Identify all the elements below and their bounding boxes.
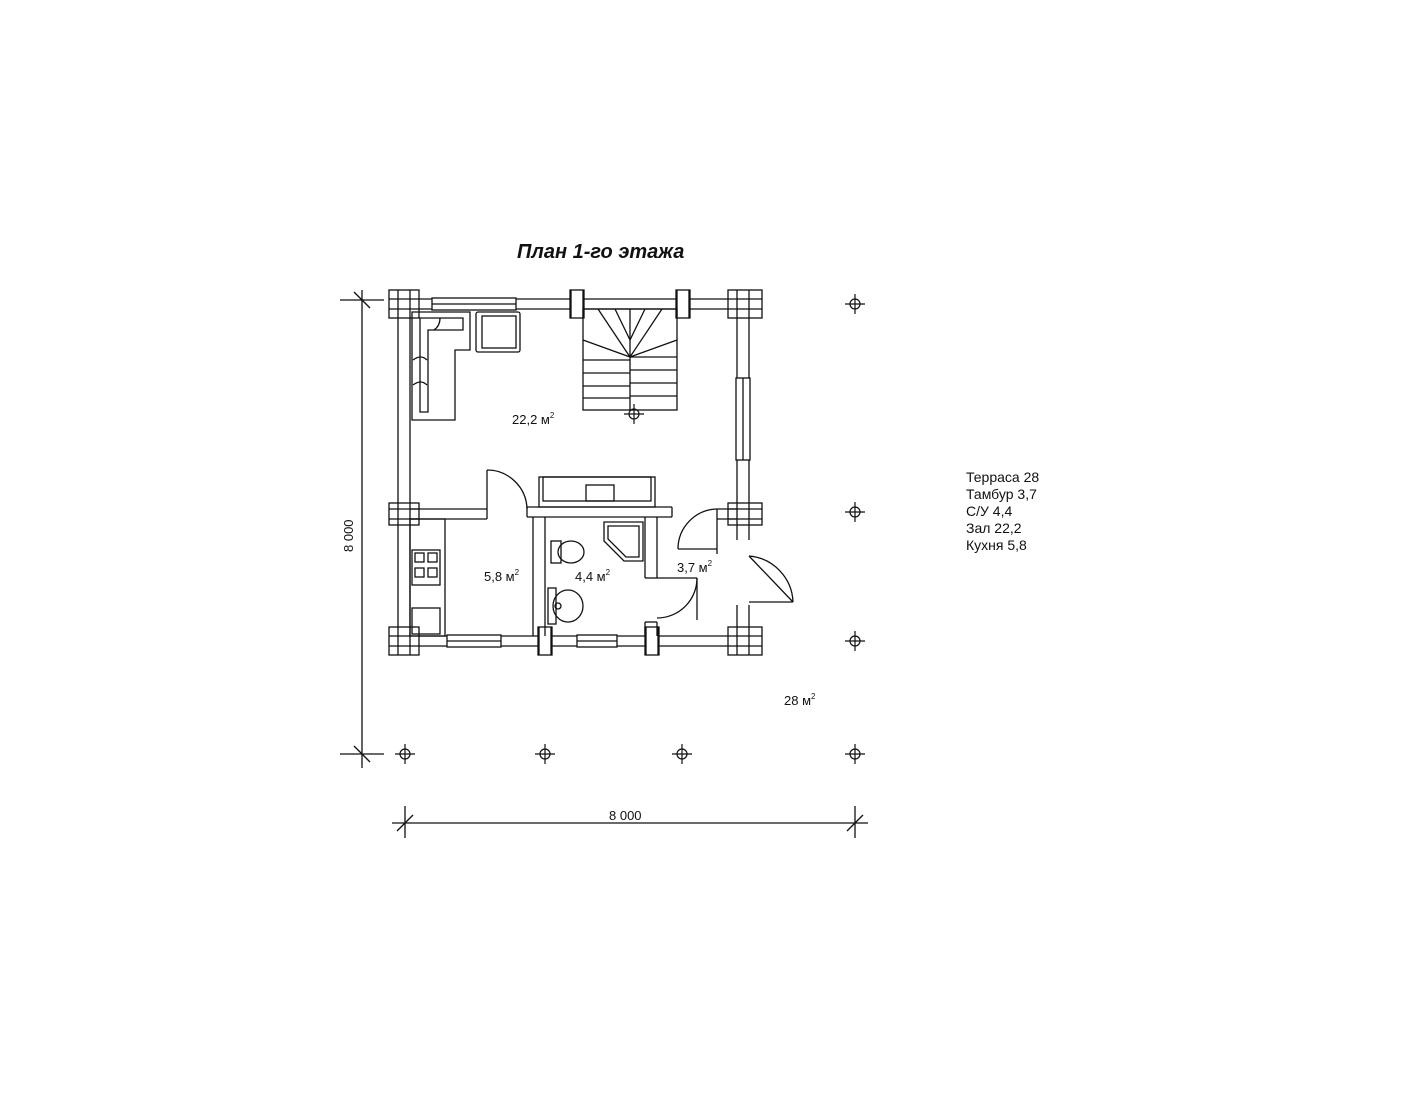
post-marker bbox=[845, 744, 865, 764]
post-marker bbox=[672, 744, 692, 764]
post-marker bbox=[624, 404, 644, 424]
legend-item: Кухня 5,8 bbox=[966, 537, 1027, 553]
legend-item: Зал 22,2 bbox=[966, 520, 1022, 536]
dimension-width-label: 8 000 bbox=[609, 808, 642, 823]
legend-item: Тамбур 3,7 bbox=[966, 486, 1037, 502]
room-label-vestibule: 3,7 $м^2$ bbox=[677, 559, 713, 575]
shower-cabin bbox=[604, 522, 643, 561]
room-label-terrace: 28 $м^2$ bbox=[784, 692, 816, 708]
plan-title: План 1-го этажа bbox=[517, 241, 685, 263]
dimension-height-label: 8 000 bbox=[341, 519, 356, 552]
staircase bbox=[583, 309, 677, 410]
kitchen-counter bbox=[539, 477, 655, 507]
post-marker bbox=[535, 744, 555, 764]
room-label-bathroom: 4,4 $м^2$ bbox=[575, 568, 611, 584]
post-marker bbox=[395, 744, 415, 764]
area-legend bbox=[966, 469, 1039, 553]
kitchen-stove bbox=[410, 519, 445, 636]
post-marker bbox=[845, 294, 865, 314]
legend-item: Терраса 28 bbox=[966, 469, 1040, 485]
post-marker bbox=[845, 502, 865, 522]
post-marker bbox=[845, 631, 865, 651]
dimension-lines bbox=[340, 290, 868, 838]
room-label-kitchen: 5,8 $м^2$ bbox=[484, 568, 520, 584]
corner-sofa bbox=[412, 312, 520, 420]
room-label-hall: 22,2 $м^2$ bbox=[512, 411, 555, 427]
legend-item: С/У 4,4 bbox=[966, 503, 1013, 519]
sink bbox=[548, 588, 583, 624]
toilet bbox=[551, 541, 584, 563]
